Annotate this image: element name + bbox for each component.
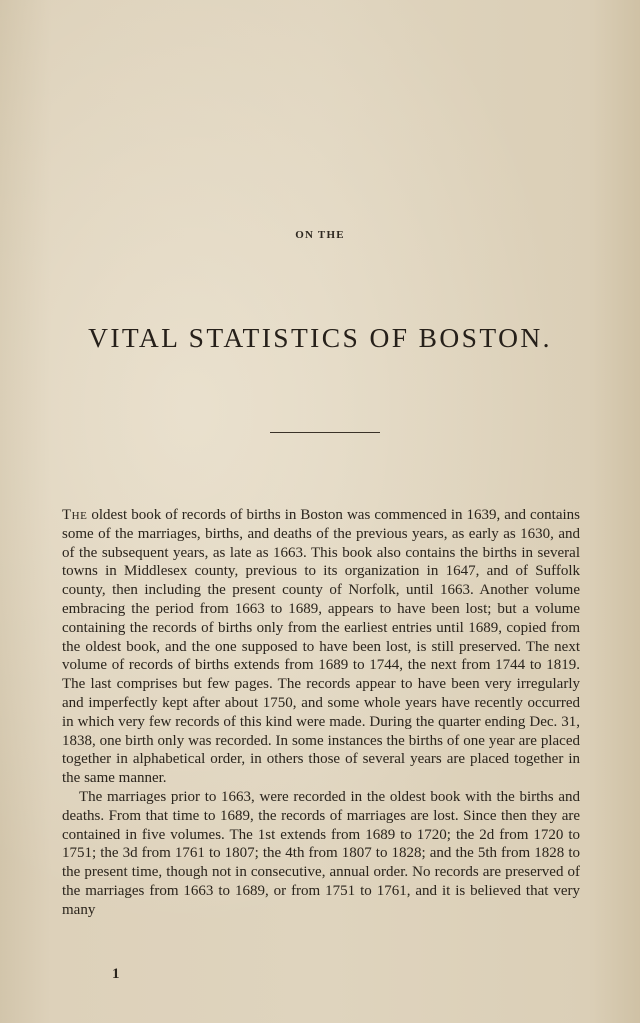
paragraph-2: The marriages prior to 1663, were recorded in the oldest book with the births and deaths. From that time to 1689, the records of marriages are lost. Since then they are contained in five volumes. The 1st extends from 1689 to 1720; the 2d from 1720 to 1751; the 3d from 1761 to 1807; the 4th from 1807 to 1828; and the 5th from 1828 to the present time, though not in consecutive, annual order. No records are preserved of the marriages from 1663 to 1689, or from 1751 to 1761, and it is believed that very many bbox=[62, 788, 580, 918]
paragraph-1-text: oldest book of records of births in Boston was commenced in 1639, and contains some of the marriages, births, and deaths of the previous years, as early as 1630, and of the subsequent years, as late as 1663. This book also contains the births in several towns in Middlesex county, previous to its organization in 1647, and of Suffolk county, then including the present county of Norfolk, until 1663. Another volume embracing the period from 1663 to 1689, appears to have been lost; but a volume containing the records of births only from the earliest entries until 1689, copied from the oldest book, and the one supposed to have been lost, is still preserved. The next volume of records of births extends from 1689 to 1744, the next from 1744 to 1819. The last comprises but few pages. The records appear to have been very irregularly and imperfectly kept after about 1750, and some whole years have recently occurred in which very few records of this kind were made. During the quarter ending Dec. 31, 1838, one birth only was recorded. In some instances the births of one year are placed together in alphabetical order, in others those of several years are placed together in the same manner. bbox=[62, 507, 580, 787]
body-text bbox=[62, 506, 580, 920]
paragraph-lead-word: The bbox=[62, 507, 88, 523]
title-divider-rule bbox=[270, 432, 380, 433]
page-number: 1 bbox=[112, 966, 120, 982]
paragraph-1 bbox=[62, 506, 580, 788]
page-title: VITAL STATISTICS OF BOSTON. bbox=[88, 322, 552, 353]
title-kicker: ON THE bbox=[295, 229, 345, 241]
